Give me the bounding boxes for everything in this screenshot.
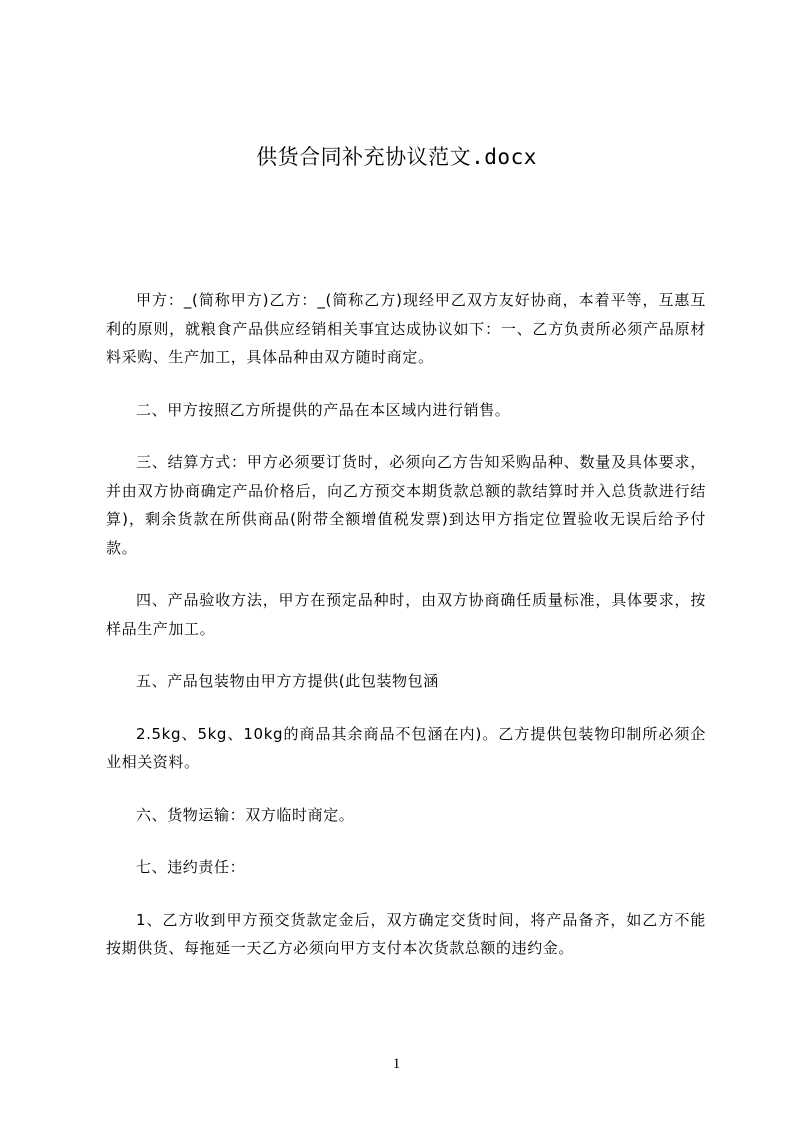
paragraph-clause-4: 四、产品验收方法，甲方在预定品种时，由双方协商确任质量标准，具体要求，按样品生产加工。 [106, 591, 706, 638]
document-body [106, 286, 706, 987]
paragraph-intro: 甲方：_(简称甲方)乙方：_(简称乙方)现经甲乙双方友好协商，本着平等，互惠互利的原则，就粮食产品供应经销相关事宜达成协议如下：一、乙方负责所必须产品原材料采购、生产加工，具体品种由双方随时商定。 [106, 291, 706, 366]
page-number: 1 [392, 1056, 401, 1072]
paragraph-clause-5: 五、产品包装物由甲方方提供(此包装物包涵 [136, 672, 439, 690]
paragraph-clause-2: 二、甲方按照乙方所提供的产品在本区域内进行销售。 [136, 400, 511, 419]
paragraph-clause-7-item-1: 1、乙方收到甲方预交货款定金后，双方确定交货时间，将产品备齐，如乙方不能按期供货、每拖延一天乙方必须向甲方支付本次货款总额的违约金。 [106, 910, 706, 957]
document-title: 供货合同补充协议范文.docx [256, 145, 537, 169]
paragraph-clause-5-continued: 2.5kg、5kg、10kg的商品其余商品不包涵在内)。乙方提供包装物印制所必须企业相关资料。 [106, 724, 706, 771]
paragraph-clause-3: 三、结算方式：甲方必须要订货时，必须向乙方告知采购品种、数量及具体要求，并由双方协商确定产品价格后，向乙方预交本期货款总额的款结算时并入总货款进行结算)，剩余货款在所供商品(附带全额增值税发票)到达甲方指定位置验收无误后给予付款。 [106, 453, 706, 557]
paragraph-clause-7: 七、违约责任： [136, 858, 246, 876]
paragraph-clause-6: 六、货物运输：双方临时商定。 [136, 805, 355, 824]
